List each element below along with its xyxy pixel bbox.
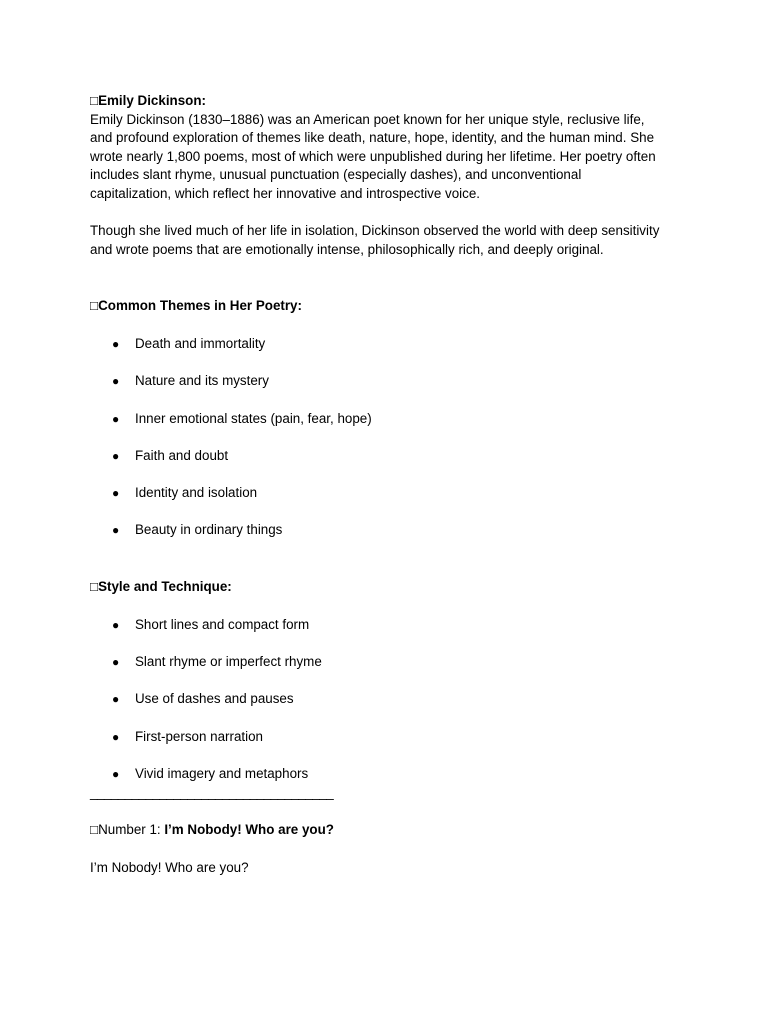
themes-heading	[90, 297, 690, 316]
list-item-text: Use of dashes and pauses	[135, 691, 294, 707]
list-item-text: Death and immortality	[135, 335, 266, 351]
list-item-text: First-person narration	[135, 728, 264, 744]
list-item-text: Slant rhyme or imperfect rhyme	[135, 654, 322, 670]
bullet-icon: ●	[112, 767, 120, 781]
bullet-icon: ●	[112, 486, 120, 501]
text-line: wrote nearly 1,800 poems, most of which were unpublished during her lifetime. Her poetry often	[90, 148, 656, 164]
poem-1-number-label: Number 1:	[98, 822, 165, 838]
text-line: Emily Dickinson (1830–1886) was an American poet known for her unique style, reclusive life,	[90, 111, 645, 127]
list-item-text: Nature and its mystery	[135, 373, 269, 389]
box-icon: □	[90, 93, 99, 108]
poem-1-title: I’m Nobody! Who are you?	[164, 822, 334, 838]
list-item	[90, 372, 690, 409]
spacer	[90, 597, 690, 616]
spacer	[90, 559, 690, 579]
intro-heading-text: Emily Dickinson:	[98, 93, 206, 108]
bullet-icon: ●	[112, 336, 120, 351]
text-line: includes slant rhyme, unusual punctuation (especially dashes), and unconventional	[90, 167, 582, 183]
bullet-icon: ●	[112, 374, 120, 389]
document-page	[90, 92, 690, 877]
spacer	[90, 259, 690, 297]
list-item	[90, 728, 690, 765]
list-item	[90, 616, 690, 653]
list-item-text: Beauty in ordinary things	[135, 522, 283, 538]
list-item-text: Faith and doubt	[135, 447, 229, 463]
list-item	[90, 484, 690, 521]
text-line: and wrote poems that are emotionally intense, philosophically rich, and deeply original.	[90, 241, 604, 257]
list-item-text: Inner emotional states (pain, fear, hope)	[135, 410, 372, 426]
list-item-text: Identity and isolation	[135, 485, 258, 501]
list-item	[90, 447, 690, 484]
spacer	[90, 802, 690, 821]
list-item	[90, 653, 690, 690]
style-list	[90, 616, 690, 784]
themes-list	[90, 335, 690, 559]
themes-heading-text: Common Themes in Her Poetry:	[98, 298, 302, 314]
list-item	[90, 690, 690, 727]
text-line: and profound exploration of themes like death, nature, hope, identity, and the human mind. She	[90, 130, 655, 146]
spacer	[90, 316, 690, 335]
spacer	[90, 204, 690, 223]
bullet-icon: ●	[112, 448, 120, 463]
poem-1-heading	[90, 821, 690, 840]
text-line: capitalization, which reflect her innovative and introspective voice.	[90, 185, 481, 201]
box-icon: □	[90, 822, 99, 838]
list-item	[90, 521, 690, 558]
list-item	[90, 410, 690, 447]
list-item-text: Vivid imagery and metaphors	[135, 766, 309, 781]
bullet-icon: ●	[112, 411, 120, 426]
bullet-icon: ●	[112, 617, 120, 632]
list-item-text: Short lines and compact form	[135, 616, 310, 632]
intro-heading	[90, 92, 690, 111]
bullet-icon: ●	[112, 692, 120, 707]
poem-1-first-line: I’m Nobody! Who are you?	[90, 859, 249, 875]
list-item	[90, 335, 690, 372]
intro-paragraph-2	[90, 222, 690, 259]
bullet-icon: ●	[112, 655, 120, 670]
box-icon: □	[90, 579, 99, 595]
text-line: Though she lived much of her life in isolation, Dickinson observed the world with deep sensitivity	[90, 223, 660, 239]
divider-line: ___________________________________	[90, 784, 334, 800]
style-heading-text: Style and Technique:	[98, 579, 232, 595]
list-item	[90, 765, 690, 784]
box-icon: □	[90, 298, 99, 314]
bullet-icon: ●	[112, 523, 120, 538]
bullet-icon: ●	[112, 729, 120, 744]
style-heading	[90, 578, 690, 597]
spacer	[90, 840, 690, 859]
intro-paragraph-1	[90, 111, 690, 204]
